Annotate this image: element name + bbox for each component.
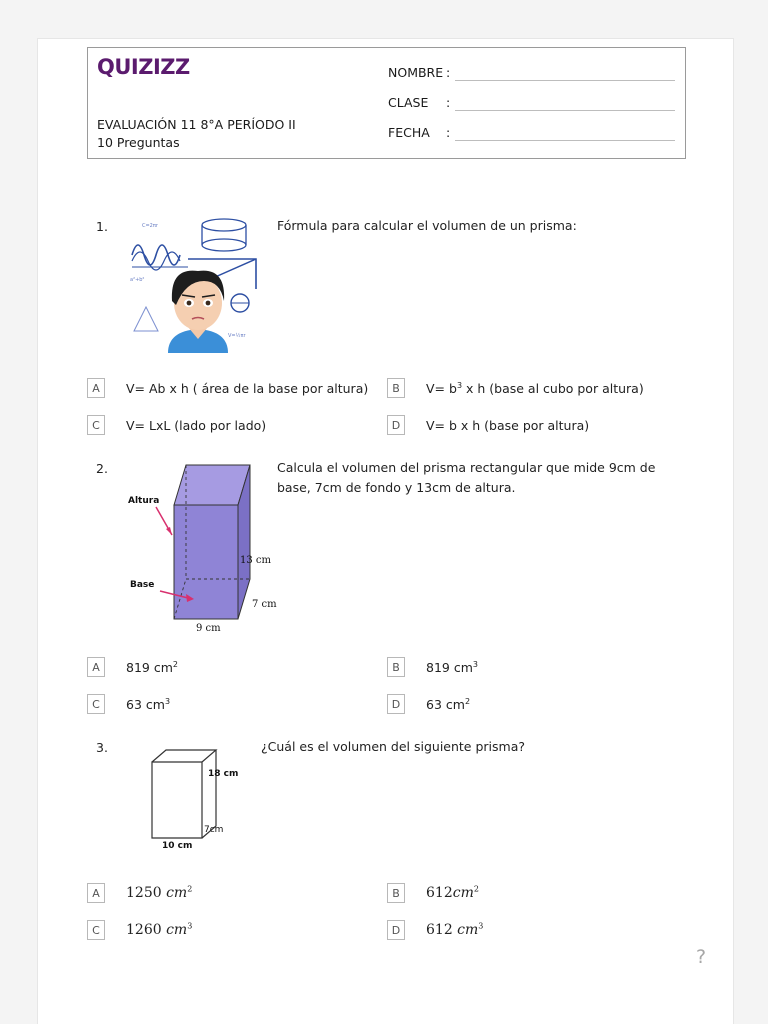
base-label: Base — [130, 580, 155, 590]
option-letter: D — [387, 415, 405, 435]
option-text: 1250 $cm^2$ — [126, 884, 193, 901]
help-icon[interactable]: ? — [696, 946, 707, 968]
question-3-number: 3. — [96, 740, 108, 755]
question-2-option-a[interactable] — [87, 657, 178, 677]
depth-dimension: 7 cm — [252, 599, 277, 610]
svg-text:C=2πr: C=2πr — [142, 223, 158, 229]
date-line — [455, 140, 675, 141]
class-label: CLASE — [388, 95, 429, 110]
option-text: $V= b^3$ x h (base al cubo por altura) — [426, 380, 644, 396]
question-2-option-b[interactable] — [387, 657, 478, 677]
question-count: 10 Preguntas — [97, 135, 180, 150]
height-dimension: 13 cm — [240, 555, 271, 566]
question-3-text: ¿Cuál es el volumen del siguiente prisma? — [261, 739, 526, 754]
option-letter: B — [387, 657, 405, 677]
option-letter: D — [387, 694, 405, 714]
option-letter: A — [87, 378, 105, 398]
prism-diagram-image — [126, 459, 277, 637]
svg-text:V=½πr: V=½πr — [228, 333, 246, 339]
date-field[interactable]: FECHA : — [388, 125, 454, 140]
question-2-text: Calcula el volumen del prisma rectangular que mide 9cm de base, 7cm de fondo y 13cm de altura. — [277, 460, 656, 495]
depth-dimension: 7cm — [204, 825, 224, 835]
question-2-number: 2. — [96, 461, 108, 476]
option-text: V= Ab x h ( área de la base por altura) — [126, 380, 369, 396]
question-3-option-b[interactable] — [387, 883, 479, 903]
svg-text:a²+b²: a²+b² — [130, 277, 145, 283]
question-3-option-a[interactable] — [87, 883, 192, 903]
question-1-option-d[interactable] — [387, 415, 589, 435]
height-dimension: 18 cm — [208, 769, 239, 779]
question-1-option-b[interactable] — [387, 378, 644, 398]
box-prism-image — [146, 744, 250, 858]
worksheet-header — [87, 47, 686, 159]
question-3-option-c[interactable] — [87, 920, 192, 940]
option-text: 63 $cm^2$ — [426, 696, 471, 712]
option-letter: A — [87, 883, 105, 903]
question-1-option-c[interactable] — [87, 415, 266, 435]
option-letter: C — [87, 694, 105, 714]
option-letter: A — [87, 657, 105, 677]
question-1-option-a[interactable] — [87, 378, 368, 398]
option-text: 612 $cm^3$ — [426, 921, 484, 938]
avatar-math-image — [128, 215, 268, 353]
date-label: FECHA — [388, 125, 430, 140]
class-line — [455, 110, 675, 111]
option-letter: B — [387, 883, 405, 903]
option-letter: B — [387, 378, 405, 398]
evaluation-title: EVALUACIÓN 11 8°A PERÍODO II — [97, 117, 296, 132]
worksheet-page — [37, 38, 734, 1024]
question-1-number: 1. — [96, 219, 108, 234]
option-letter: C — [87, 920, 105, 940]
quizizz-logo: QUIZIZZ — [97, 55, 190, 79]
question-1-text: Fórmula para calcular el volumen de un prisma: — [277, 218, 577, 233]
option-text: V= LxL (lado por lado) — [126, 417, 267, 433]
option-text: 1260 $cm^3$ — [126, 921, 193, 938]
name-line — [455, 80, 675, 81]
option-text: 819 $cm^3$ — [426, 659, 478, 675]
option-text: V= b x h (base por altura) — [426, 417, 590, 433]
option-text: 63 $cm^3$ — [126, 696, 171, 712]
width-dimension: 9 cm — [196, 623, 221, 634]
width-dimension: 10 cm — [162, 841, 193, 851]
question-2-option-d[interactable] — [387, 694, 470, 714]
class-field[interactable]: CLASE : — [388, 95, 454, 110]
question-3-option-d[interactable] — [387, 920, 483, 940]
name-label: NOMBRE — [388, 65, 444, 80]
question-2-option-c[interactable] — [87, 694, 170, 714]
option-text: $612cm^2$ — [426, 884, 479, 901]
name-field[interactable]: NOMBRE : — [388, 65, 454, 80]
option-letter: C — [87, 415, 105, 435]
option-letter: D — [387, 920, 405, 940]
option-text: 819 $cm^2$ — [126, 659, 178, 675]
height-label: Altura — [128, 496, 160, 506]
